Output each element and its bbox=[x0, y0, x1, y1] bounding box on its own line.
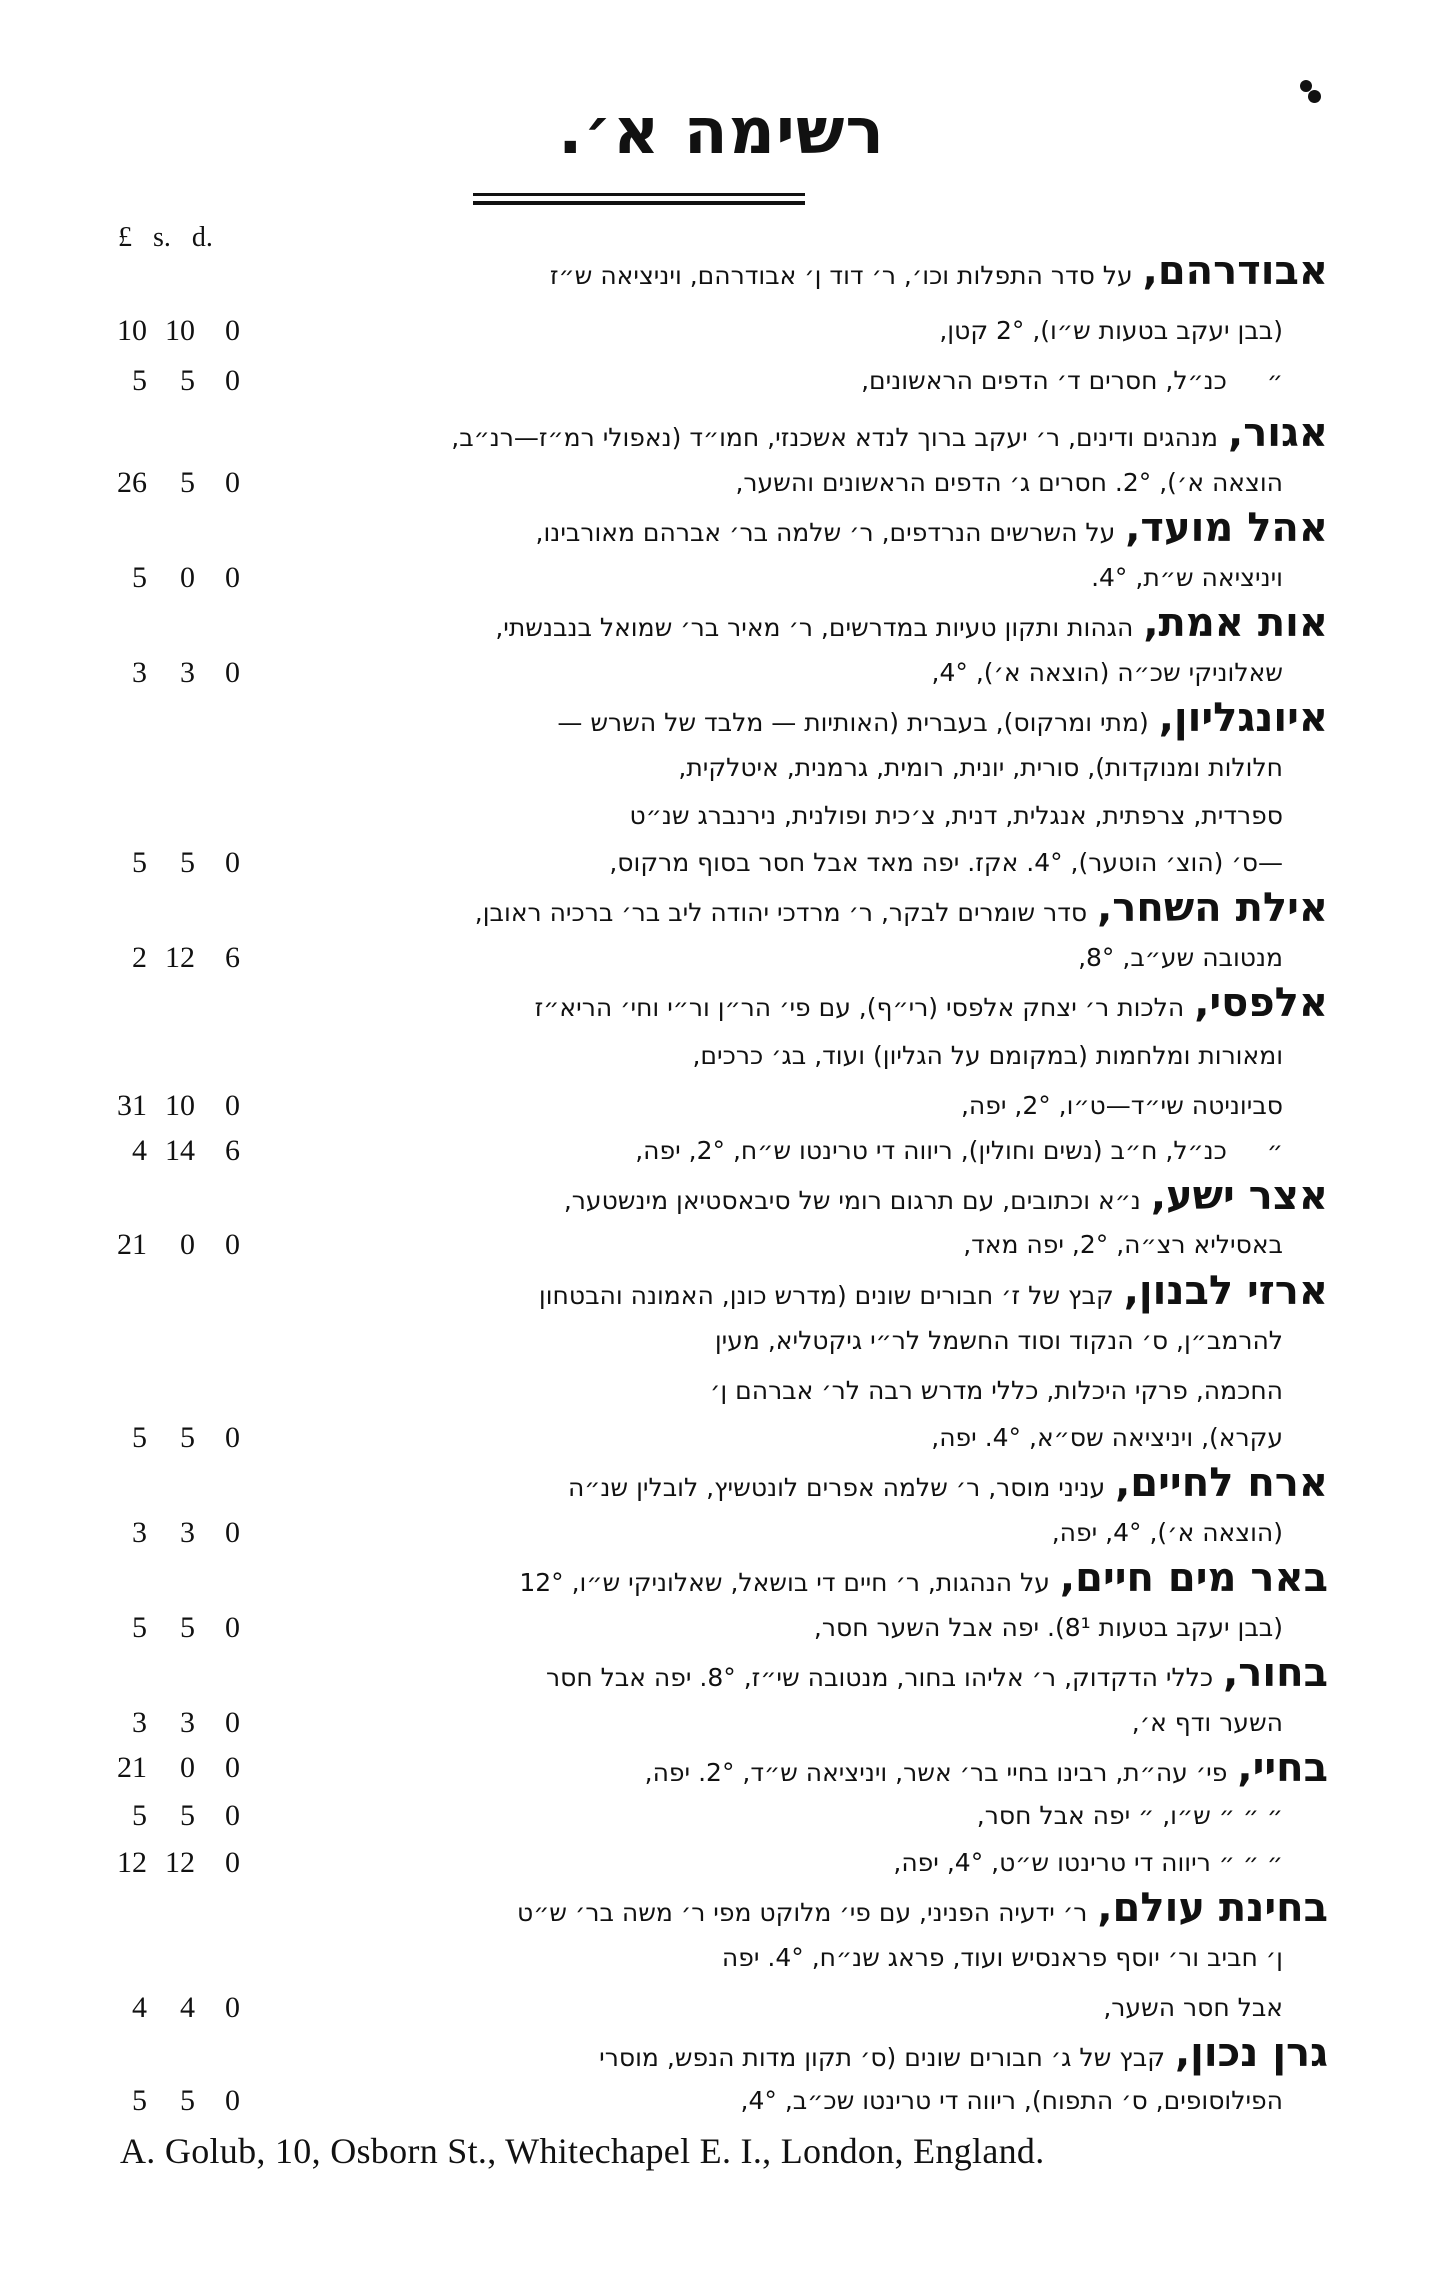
price bbox=[105, 1799, 275, 1833]
entry-text bbox=[609, 848, 1283, 877]
price bbox=[105, 846, 275, 880]
price-pounds: 21 bbox=[117, 1751, 147, 1784]
entry-line bbox=[0, 1793, 1443, 1841]
entry-text bbox=[539, 1268, 1328, 1314]
price bbox=[105, 1089, 275, 1123]
price-pence: 0 bbox=[225, 1706, 240, 1739]
entry-title: אצר ישע, bbox=[1150, 1173, 1328, 1219]
entry-title: בחינת עולם, bbox=[1097, 1885, 1328, 1931]
price-pence: 0 bbox=[225, 561, 240, 594]
entry-description: באסיליא רצ״ה, 2°, יפה מאד, bbox=[963, 1230, 1283, 1259]
entry-description: עניני מוסר, ר׳ שלמה אפרים לונטשיץ, לובלין שנ״ה bbox=[567, 1473, 1106, 1502]
entry-description: נ״א וכתובים, עם תרגום רומי של סיבאסטיאן מינשטער, bbox=[563, 1186, 1141, 1215]
price bbox=[105, 1228, 275, 1262]
entry-line bbox=[0, 840, 1443, 888]
price-pounds: 5 bbox=[132, 1611, 147, 1644]
entry-line bbox=[0, 410, 1443, 458]
entry-line bbox=[0, 885, 1443, 933]
price-shillings: 5 bbox=[180, 466, 195, 499]
price-pounds: 3 bbox=[132, 656, 147, 689]
entry-line bbox=[0, 935, 1443, 983]
price bbox=[105, 656, 275, 690]
price-shillings: 10 bbox=[165, 314, 195, 347]
entry-title: איונגליון, bbox=[1158, 695, 1328, 741]
price-pounds: 3 bbox=[132, 1516, 147, 1549]
entry-text bbox=[931, 1423, 1283, 1452]
entry-line bbox=[0, 1935, 1443, 1983]
entry-text bbox=[635, 1136, 1283, 1165]
price-pounds: 5 bbox=[132, 2084, 147, 2117]
price-shillings: 0 bbox=[180, 1751, 195, 1784]
price-shillings: 3 bbox=[180, 656, 195, 689]
price bbox=[105, 1611, 275, 1645]
entry-text bbox=[1052, 1518, 1283, 1547]
entry-text bbox=[932, 658, 1283, 687]
price-pounds: 5 bbox=[132, 846, 147, 879]
entry-description: (בבן יעקב בטעות ש״ו), 2° קטן, bbox=[939, 316, 1283, 345]
price-shillings: 12 bbox=[165, 941, 195, 974]
entry-line bbox=[0, 1460, 1443, 1508]
entry-title: בחור, bbox=[1223, 1650, 1328, 1696]
entry-text bbox=[568, 1460, 1328, 1506]
entry-description: מנהגים ודינים, ר׳ יעקב ברוך לנדא אשכנזי, חמו״ד (נאפולי רמ״ז—רנ״ב, bbox=[451, 423, 1218, 452]
price-pence: 0 bbox=[225, 466, 240, 499]
entry-text bbox=[550, 248, 1328, 294]
entry-title: ארח לחיים, bbox=[1115, 1460, 1328, 1506]
entry-line bbox=[0, 1510, 1443, 1558]
price-pounds: 31 bbox=[117, 1089, 147, 1122]
entry-description: כללי הדקדוק, ר׳ אליהו בחור, מנטובה שי״ז, 8°. יפה אבל חסר bbox=[545, 1663, 1214, 1692]
entry-description: —ס׳ (הוצ׳ הוטער), 4°. אקז. יפה מאד אבל חסר בסוף מרקוס, bbox=[609, 848, 1283, 877]
entry-text bbox=[861, 366, 1283, 395]
entry-line bbox=[0, 793, 1443, 841]
entry-line bbox=[0, 650, 1443, 698]
price-shillings: 5 bbox=[180, 364, 195, 397]
pence-header: d. bbox=[191, 222, 213, 253]
publisher-address: A. Golub, 10, Osborn St., Whitechapel E. I., London, England. bbox=[120, 2131, 1045, 2171]
entry-line bbox=[0, 600, 1443, 648]
entry-line bbox=[0, 2030, 1443, 2078]
entry-line bbox=[0, 1368, 1443, 1416]
entry-line bbox=[0, 248, 1443, 296]
entry-description: ן׳ חביב ור׳ יוסף פראנסיש ועוד, פראג שנ״ח, 4°. יפה bbox=[721, 1943, 1283, 1972]
pounds-header: £ bbox=[118, 222, 132, 253]
entry-line bbox=[0, 1128, 1443, 1176]
entry-text bbox=[564, 1173, 1328, 1219]
entry-description: קבץ של ג׳ חבורים שונים (ס׳ תקון מדות הנפש, מוסרי bbox=[599, 2043, 1165, 2072]
entry-text bbox=[1132, 1708, 1283, 1737]
entry-text bbox=[678, 753, 1283, 782]
entry-title: ארזי לבנון, bbox=[1123, 1268, 1328, 1314]
price-pence: 0 bbox=[225, 1421, 240, 1454]
price-pence: 0 bbox=[225, 1799, 240, 1832]
entry-description: הגהות ותקון טעיות במדרשים, ר׳ מאיר בר׳ שמואל בנבנשתי, bbox=[495, 613, 1134, 642]
entry-text bbox=[519, 1555, 1328, 1601]
entry-line bbox=[0, 1555, 1443, 1603]
entry-title: אהל מועד, bbox=[1125, 505, 1328, 551]
price-pounds: 5 bbox=[132, 1421, 147, 1454]
entry-description: כנ״ל, ח״ב (נשים וחולין), ריווה די טרינטו ש״ח, 2°, יפה, bbox=[635, 1136, 1227, 1165]
entry-text bbox=[495, 600, 1328, 646]
entry-text bbox=[630, 801, 1284, 830]
entry-description: החכמה, פרקי היכלות, כללי מדרש רבה לר׳ אברהם ן׳ bbox=[710, 1376, 1283, 1405]
price-pounds: 5 bbox=[132, 1799, 147, 1832]
entry-line bbox=[0, 1222, 1443, 1270]
entry-description: ויניציאה ש״ת, 4°. bbox=[1091, 563, 1283, 592]
ditto-mark: ״ bbox=[1266, 366, 1283, 395]
price bbox=[105, 314, 275, 348]
entry-text bbox=[535, 980, 1328, 1026]
entry-text bbox=[692, 1041, 1283, 1070]
entry-line bbox=[0, 1840, 1443, 1888]
entry-description: ״ ״ ״ ש״ו, ״ יפה אבל חסר, bbox=[976, 1801, 1283, 1830]
price-pounds: 26 bbox=[117, 466, 147, 499]
price bbox=[105, 1421, 275, 1455]
price bbox=[105, 364, 275, 398]
title-rule-top bbox=[473, 193, 805, 196]
entry-line bbox=[0, 1415, 1443, 1463]
price-pence: 0 bbox=[225, 846, 240, 879]
price-pounds: 12 bbox=[117, 1846, 147, 1879]
price-pounds: 5 bbox=[132, 561, 147, 594]
entry-line bbox=[0, 1173, 1443, 1221]
price-shillings: 3 bbox=[180, 1516, 195, 1549]
entry-description: על סדר התפלות וכו׳, ר׳ דוד ן׳ אבודרהם, ויניציאה ש״ז bbox=[549, 261, 1133, 290]
entry-line bbox=[0, 1700, 1443, 1748]
price-shillings: 0 bbox=[180, 1228, 195, 1261]
entry-line bbox=[0, 555, 1443, 603]
entry-line bbox=[0, 1650, 1443, 1698]
entry-description: הפילוסופים, ס׳ התפוח), ריווה די טרינטו שכ״ב, 4°, bbox=[740, 2086, 1283, 2115]
entry-text bbox=[939, 316, 1283, 345]
price-pence: 6 bbox=[225, 941, 240, 974]
price-pounds: 5 bbox=[132, 364, 147, 397]
entry-text bbox=[1078, 943, 1283, 972]
entry-line bbox=[0, 1033, 1443, 1081]
entry-title: בחיי, bbox=[1237, 1745, 1328, 1791]
price-pence: 0 bbox=[225, 1611, 240, 1644]
entry-text bbox=[1091, 563, 1283, 592]
entry-line bbox=[0, 505, 1443, 553]
entry-line bbox=[0, 1318, 1443, 1366]
price-shillings: 5 bbox=[180, 2084, 195, 2117]
entry-title: אות אמת, bbox=[1143, 600, 1328, 646]
entry-line bbox=[0, 308, 1443, 356]
entry-text bbox=[710, 1376, 1283, 1405]
entry-text bbox=[645, 1745, 1328, 1791]
price bbox=[105, 1751, 275, 1785]
entry-description: ר׳ ידעיה הפניני, עם פי׳ מלוקט מפי ר׳ משה בר׳ ש״ט bbox=[516, 1898, 1088, 1927]
entry-line bbox=[0, 745, 1443, 793]
entry-line bbox=[0, 1985, 1443, 2033]
price-pence: 0 bbox=[225, 2084, 240, 2117]
price-pounds: 2 bbox=[132, 941, 147, 974]
price-pence: 0 bbox=[225, 1089, 240, 1122]
price-pence: 0 bbox=[225, 1846, 240, 1879]
entry-description: סביוניטה שי״ד—ט״ו, 2°, יפה, bbox=[960, 1091, 1283, 1120]
entry-description: פי׳ עה״ת, רבינו בחיי בר׳ אשר, ויניציאה ש״ד, 2°. יפה, bbox=[644, 1758, 1228, 1787]
entry-title: גרן נכון, bbox=[1174, 2030, 1328, 2076]
entry-title: אילת השחר, bbox=[1097, 885, 1328, 931]
entry-description: (בבן יעקב בטעות 8¹). יפה אבל השער חסר, bbox=[813, 1613, 1283, 1642]
entry-line bbox=[0, 1268, 1443, 1316]
entry-description: ומאורות ומלחמות (במקומם על הגליון) ועוד, בג׳ כרכים, bbox=[692, 1041, 1283, 1070]
price-pence: 6 bbox=[225, 1134, 240, 1167]
price-shillings: 10 bbox=[165, 1089, 195, 1122]
price-pounds: 4 bbox=[132, 1134, 147, 1167]
price bbox=[105, 941, 275, 975]
entry-description: כנ״ל, חסרים ד׳ הדפים הראשונים, bbox=[861, 366, 1227, 395]
entry-text bbox=[735, 468, 1283, 497]
price-shillings: 5 bbox=[180, 1611, 195, 1644]
entry-text bbox=[893, 1848, 1283, 1877]
price-pence: 0 bbox=[225, 1228, 240, 1261]
entry-line bbox=[0, 1885, 1443, 1933]
entry-text bbox=[536, 505, 1328, 551]
price bbox=[105, 2084, 275, 2118]
price-shillings: 3 bbox=[180, 1706, 195, 1739]
entry-line bbox=[0, 980, 1443, 1028]
price-pounds: 3 bbox=[132, 1706, 147, 1739]
entry-line bbox=[0, 1745, 1443, 1793]
price-shillings: 5 bbox=[180, 846, 195, 879]
price-shillings: 12 bbox=[165, 1846, 195, 1879]
price bbox=[105, 1706, 275, 1740]
entry-line bbox=[0, 1083, 1443, 1131]
entry-description: (מתי ומרקוס), בעברית (האותיות — מלבד של השרש — bbox=[557, 708, 1149, 737]
entry-description: (הוצאה א׳), 4°, יפה, bbox=[1051, 1518, 1283, 1547]
title-rule-bottom bbox=[473, 201, 805, 205]
entry-description: שאלוניקי שכ״ה (הוצאה א׳), 4°, bbox=[931, 658, 1283, 687]
entry-title: אבודרהם, bbox=[1142, 248, 1328, 294]
entry-text bbox=[517, 1885, 1328, 1931]
entry-text bbox=[451, 410, 1328, 456]
entry-line bbox=[0, 1605, 1443, 1653]
entry-text bbox=[599, 2030, 1328, 2076]
entry-line bbox=[0, 460, 1443, 508]
entry-title: אלפסי, bbox=[1194, 980, 1328, 1026]
price-shillings: 4 bbox=[180, 1991, 195, 2024]
page-title: רשימה א׳. bbox=[558, 95, 885, 169]
entry-text bbox=[977, 1801, 1283, 1830]
entry-text bbox=[961, 1091, 1283, 1120]
entry-description: השער ודף א׳, bbox=[1131, 1708, 1283, 1737]
entry-text bbox=[557, 695, 1328, 741]
price bbox=[105, 561, 275, 595]
price-shillings: 14 bbox=[165, 1134, 195, 1167]
entry-description: חלולות ומנוקדות), סורית, יונית, רומית, גרמנית, איטלקית, bbox=[678, 753, 1283, 782]
price-shillings: 5 bbox=[180, 1421, 195, 1454]
price-shillings: 5 bbox=[180, 1799, 195, 1832]
entry-text bbox=[741, 2086, 1283, 2115]
price bbox=[105, 1846, 275, 1880]
entry-text bbox=[963, 1230, 1283, 1259]
price bbox=[105, 1134, 275, 1168]
entry-description: על השרשים הנרדפים, ר׳ שלמה בר׳ אברהם מאורבינו, bbox=[535, 518, 1116, 547]
price-pence: 0 bbox=[225, 1751, 240, 1784]
price-shillings: 0 bbox=[180, 561, 195, 594]
price-pounds: 10 bbox=[117, 314, 147, 347]
price-pence: 0 bbox=[225, 364, 240, 397]
entry-description: על הנהגות, ר׳ חיים די בושאל, שאלוניקי ש״ו, 12° bbox=[519, 1568, 1050, 1597]
entry-line bbox=[0, 695, 1443, 743]
price-pence: 0 bbox=[225, 314, 240, 347]
entry-text bbox=[814, 1613, 1283, 1642]
entry-description: הוצאה א׳), 2°. חסרים ג׳ הדפים הראשונים והשער, bbox=[735, 468, 1283, 497]
entry-description: קבץ של ז׳ חבורים שונים (מדרש כונן, האמונה והבטחון bbox=[538, 1281, 1114, 1310]
price bbox=[105, 1991, 275, 2025]
entry-title: באר מים חיים, bbox=[1059, 1555, 1328, 1601]
price-pence: 0 bbox=[225, 1516, 240, 1549]
entry-description: אבל חסר השער, bbox=[1103, 1993, 1283, 2022]
entry-description: ספרדית, צרפתית, אנגלית, דנית, צ׳כית ופולנית, נירנברג שנ״ט bbox=[629, 801, 1283, 830]
price-pounds: 4 bbox=[132, 1991, 147, 2024]
entry-title: אגור, bbox=[1228, 410, 1328, 456]
entry-text bbox=[546, 1650, 1328, 1696]
entry-description: הלכות ר׳ יצחק אלפסי (רי״ף), עם פי׳ הר״ן ור״י וחי׳ הריא״ז bbox=[534, 993, 1185, 1022]
shillings-header: s. bbox=[153, 222, 171, 253]
ditto-mark: ״ bbox=[1266, 1136, 1283, 1165]
entry-text bbox=[722, 1943, 1283, 1972]
price-pounds: 21 bbox=[117, 1228, 147, 1261]
entry-description: עקרא), ויניציאה שס״א, 4°. יפה, bbox=[931, 1423, 1283, 1452]
entry-text bbox=[715, 1326, 1283, 1355]
entry-text bbox=[1103, 1993, 1283, 2022]
price bbox=[105, 466, 275, 500]
entry-description: להרמב״ן, ס׳ הנקוד וסוד החשמל לר״י גיקטליא, מעין bbox=[714, 1326, 1283, 1355]
entry-description: סדר שומרים לבקר, ר׳ מרדכי יהודה ליב בר׳ ברכיה ראובן, bbox=[474, 898, 1088, 927]
entry-description: ״ ״ ״ ריווה די טרינטו ש״ט, 4°, יפה, bbox=[893, 1848, 1283, 1877]
entry-line bbox=[0, 358, 1443, 406]
entry-text bbox=[475, 885, 1328, 931]
entry-line bbox=[0, 2078, 1443, 2126]
price-pence: 0 bbox=[225, 1991, 240, 2024]
price-pence: 0 bbox=[225, 656, 240, 689]
price bbox=[105, 1516, 275, 1550]
entry-description: מנטובה שע״ב, 8°, bbox=[1078, 943, 1283, 972]
